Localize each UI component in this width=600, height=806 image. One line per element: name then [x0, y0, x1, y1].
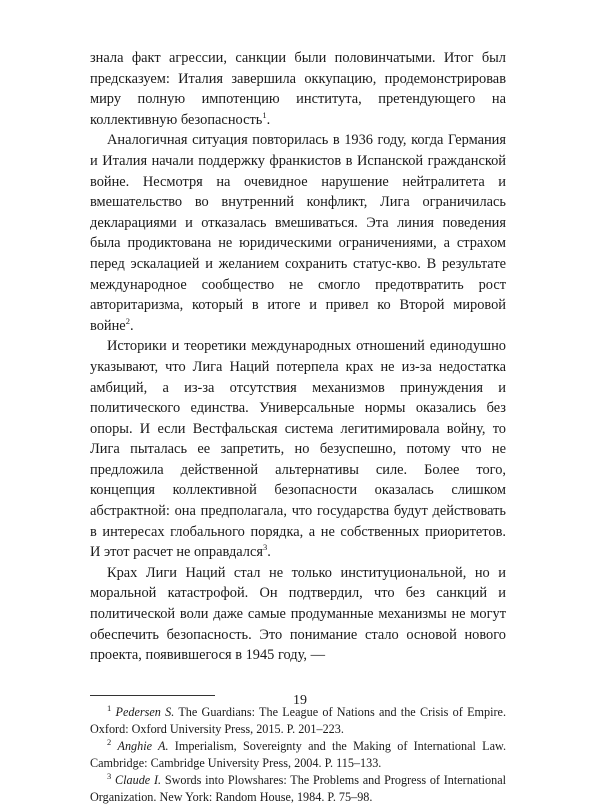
- footnote-3: [90, 772, 506, 806]
- footnote-ref-2: 2: [125, 315, 130, 326]
- footnote-2-text: Imperialism, Sovereignty and the Making of International Law. Cambridge: Cambridge University Press, 2004. P. 115–133.: [90, 739, 507, 771]
- paragraph-3: Историки и теоретики международных отношений единодушно указывают, что Лига Наций потерпела крах не из-за недостатка амбиций, а из-за отсутствия механизмов принуждения и политического единства. Универсальные нормы оказались без опоры. И если Вестфальская система легитимировала войну, то Лига пыталась ее запретить, но безуспешно, потому что не предложила действенной альтернативы силе. Более того, концепция коллективной безопасности оказалась слишком абстрактной: она предполагала, что государства будут действовать в интересах глобального порядка, а не собственных приоритетов. И этот расчет не оправдался$^3$.: [90, 338, 506, 561]
- footnote-3-text: Swords into Plowshares: The Problems and Progress of International Organization. New York: Random House, 1984. P. 75–98.: [90, 773, 506, 805]
- footnote-1-number: 1: [107, 702, 112, 713]
- footnote-2-number: 2: [107, 736, 112, 747]
- main-text: [90, 48, 506, 666]
- page-number: 19: [293, 693, 307, 708]
- footnote-ref-1: 1: [262, 109, 267, 120]
- paragraph-4: [90, 563, 506, 666]
- paragraph-1: знала факт агрессии, санкции были половинчатыми. Итог был предсказуем: Италия завершила оккупацию, продемонстрировав миру полную импотенцию института, претендующего на коллективную безопасность$^1$.: [90, 50, 506, 128]
- footnote-2-author: Anghie A.: [117, 739, 169, 753]
- footnote-3-author: Claude I.: [115, 773, 162, 788]
- paragraph-4-text: Крах Лиги Наций стал не только институциональной, но и моральной катастрофой. Он подтвердил, что без санкций и политической воли даже самые продуманные механизмы не могут обеспечить безопасность. Это понимание стало основой нового проекта, появившегося в 1945 году, —: [90, 564, 506, 664]
- footnote-ref-3: 3: [262, 542, 268, 553]
- footnote-2: [90, 738, 506, 772]
- paragraph-2-text: Аналогичная ситуация повторилась в 1936 году, когда Германия и Италия начали поддержку франкистов в Испанской гражданской войне. Несмотря на очевидное нарушение нейтралитета и вмешательство во внутренний конфликт, Лига ограничилась декларациями и отказалась вмешиваться. Эта линия поведения была продиктована не юридическими ограничениями, а страхом перед эскалацией и желанием сохранить статус-кво. В результате международное сообщество не смогло предотвратить рост авторитаризма, который в итоге и привел ко Второй мировой войне: [90, 132, 506, 334]
- paragraph-1-text: знала факт агрессии, санкции были половинчатыми. Итог был предсказуем: Италия завершила оккупацию, продемонстрировав миру полную импотенцию института, претендующего на коллективную безопасность: [90, 50, 506, 128]
- paragraph-3-text: Историки и теоретики международных отношений единодушно указывают, что Лига Наций потерпела крах не из-за недостатка амбиций, а из-за отсутствия механизмов принуждения и политического единства. Универсальные нормы оказались без опоры. И если Вестфальская система легитимировала войну, то Лига пыталась ее запретить, но безуспешно, потому что не предложила действенной альтернативы силе. Более того, концепция коллективной безопасности оказалась слишком абстрактной: она предполагала, что государства будут действовать в интересах глобального порядка, а не собственных приоритетов. И этот расчет не оправдался: [90, 338, 506, 561]
- paragraph-2: Аналогичная ситуация повторилась в 1936 году, когда Германия и Италия начали поддержку франкистов в Испанской гражданской войне. Несмотря на очевидное нарушение нейтралитета и вмешательство во внутренний конфликт, Лига ограничилась декларациями и отказалась вмешиваться. Эта линия поведения была продиктована не юридическими ограничениями, а страхом перед эскалацией и желанием сохранить статус-кво. В результате международное сообщество не смогло предотвратить рост авторитаризма, который в итоге и привел ко Второй мировой войне$^2$.: [90, 132, 506, 334]
- footnote-1-text: The Guardians: The League of Nations and the Crisis of Empire. Oxford: Oxford University Press, 2015. P. 201–223.: [90, 704, 506, 736]
- footnotes: [90, 704, 506, 806]
- footnote-3-number: 3: [107, 771, 112, 782]
- footnote-1-author: Pedersen S.: [115, 704, 175, 719]
